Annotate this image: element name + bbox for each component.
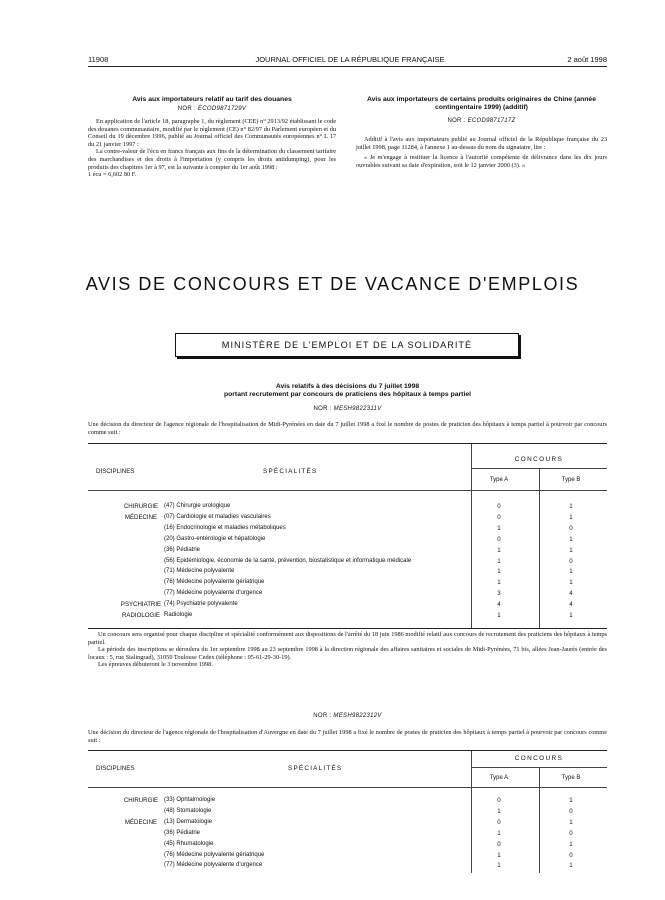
discipline-cell: RADIOLOGIE [122, 612, 160, 619]
specialite-cell: (20) Gastro-entérologie et hépatologie [164, 535, 474, 544]
nor-reference: NOR : MESH9822312V [313, 713, 382, 719]
concours-table-midi-pyrenees [88, 443, 607, 629]
type-b-cell: 1 [569, 579, 573, 587]
header-type-a: Type A [489, 775, 509, 781]
specialite-cell: (36) Pédiatrie [164, 546, 474, 555]
header-type-a: Type A [489, 477, 509, 483]
table-row [88, 611, 607, 620]
nor-code: MESH9822312V [333, 713, 382, 719]
concours-table-auvergne [88, 750, 607, 873]
table-row [88, 589, 607, 598]
type-b-cell: 4 [569, 590, 573, 598]
header-disciplines: DISCIPLINES [96, 765, 135, 772]
type-a-cell: 1 [497, 546, 501, 554]
type-b-cell: 1 [569, 818, 573, 826]
notice-title: Avis aux importateurs relatif au tarif des douanes [132, 96, 292, 103]
type-a-cell: 3 [497, 590, 501, 598]
specialite-cell: (74) Psychiatrie polyvalente [164, 600, 474, 609]
type-b-cell: 1 [569, 612, 573, 619]
type-a-cell: 0 [497, 797, 501, 804]
specialite-cell: (47) Chirurgie urologique [164, 502, 474, 511]
type-b-cell: 1 [569, 797, 573, 804]
nor-code: MESH9822311V [333, 406, 382, 412]
type-b-cell: 1 [569, 862, 573, 870]
issue-date: 2 août 1998 [567, 55, 607, 64]
nor-code: ECOD9871717Z [467, 118, 516, 124]
specialite-cell: (13) Dermatologie [164, 818, 474, 827]
type-a-cell: 1 [497, 851, 501, 859]
header-specialites: SPÉCIALITÉS [263, 468, 318, 475]
discipline-cell: CHIRURGIE [123, 797, 159, 804]
paragraph: Les épreuves débuteront le 3 novembre 1998. [98, 661, 213, 669]
table-row [88, 600, 607, 609]
table-row [88, 796, 607, 805]
type-b-cell: 1 [569, 535, 573, 543]
nor-reference: NOR : MESH9822311V [313, 406, 382, 412]
notice2-intro: Une décision du directeur de l'agence régionale de l'hospitalisation d'Auvergne en date du 7 juillet 1998 a fixé le nombre de postes de praticien des hôpitaux à temps partiel à pourvoir par concours comme suit : [88, 729, 607, 744]
notice-importateurs-chine [356, 96, 607, 169]
decision-title: Avis relatifs à des décisions du 7 juillet 1998 portant recrutement par concours de praticiens des hôpitaux à temps partiel [223, 383, 471, 398]
table-row [88, 502, 607, 511]
header-rule [88, 66, 607, 67]
table-row [88, 818, 607, 827]
specialite-cell: (76) Médecine polyvalente gériatrique [164, 851, 474, 860]
paragraph: Un concours sera organisé pour chaque discipline et spécialité conformément aux dispositions de l'arrêté du 18 juin 1986 modifié relatif aux concours de recrutement des praticiens des hôpitaux à temps partiel. [88, 631, 607, 646]
specialite-cell: (56) Épidémiologie, économie de la santé, prévention, biostatistique et informatique médicale [164, 557, 474, 566]
specialite-cell: (33) Ophtalmologie [164, 796, 474, 805]
header-type-b: Type B [561, 775, 581, 781]
specialite-cell: (45) Rhumatologie [164, 840, 474, 849]
type-a-cell: 1 [497, 524, 501, 532]
nor-code: ECOD9871729V [197, 106, 247, 112]
header-specialites: SPÉCIALITÉS [288, 765, 343, 772]
type-a-cell: 0 [497, 840, 501, 848]
specialite-cell: (16) Endocrinologie et maladies métaboliques [164, 524, 474, 533]
discipline-cell: MÉDECINE [124, 818, 158, 826]
type-b-cell: 1 [569, 513, 573, 521]
type-b-cell: 4 [569, 601, 573, 609]
header-concours: CONCOURS [514, 755, 564, 762]
header-concours: CONCOURS [514, 456, 564, 463]
ministry-banner: MINISTÈRE DE L'EMPLOI ET DE LA SOLIDARITÉ [175, 333, 519, 357]
type-a-cell: 1 [497, 557, 501, 565]
nor-reference: NOR : ECOD9871729V [177, 106, 247, 112]
section-title: AVIS DE CONCOURS ET DE VACANCE D'EMPLOIS [85, 274, 580, 294]
table-row [88, 524, 607, 533]
type-a-cell: 1 [497, 579, 501, 587]
type-a-cell: 1 [497, 568, 501, 576]
specialite-cell: (36) Pédiatrie [164, 829, 474, 838]
paragraph: La contre-valeur de l'écu en francs français aux fins de la détermination du classement tarifaire des marchandises et des droits à l'importation (y compris les droits antidumping), pour les produits des chapitres 1er à 97, est la suivante à compter du 1er août 1998 : [88, 148, 336, 171]
type-b-cell: 0 [569, 807, 573, 815]
type-b-cell: 1 [569, 568, 573, 576]
table-row [88, 513, 607, 522]
type-b-cell: 1 [569, 840, 573, 848]
discipline-cell: PSYCHIATRIE [120, 601, 162, 609]
type-b-cell: 0 [569, 829, 573, 837]
table-row [88, 861, 607, 870]
paragraph: La période des inscriptions se déroulera du 1er septembre 1998 au 23 septembre 1998 à la direction régionale des affaires sanitaires et sociales de Midi-Pyrénées, 71 bis, allées Jean-Jaurès (entrée des locaux : 5, rue Stalingrad), 31050 Toulouse Cedex (téléphone : 05-61-29-30-19). [88, 646, 607, 661]
type-a-cell: 1 [497, 807, 501, 815]
specialite-cell: Radiologie [164, 611, 474, 620]
type-b-cell: 0 [569, 557, 573, 565]
nor-reference: NOR : ECOD9871717Z [447, 118, 516, 124]
type-a-cell: 4 [497, 601, 501, 609]
type-b-cell: 1 [569, 546, 573, 554]
journal-title: JOURNAL OFFICIEL DE LA RÉPUBLIQUE FRANÇAISE [255, 55, 445, 64]
specialite-cell: (07) Cardiologie et maladies vasculaires [164, 513, 474, 522]
type-a-cell: 1 [497, 612, 501, 619]
notice-title: Avis aux importateurs de certains produits originaires de Chine (année contingentaire 1999) (additif) [366, 96, 596, 111]
specialite-cell: (76) Médecine polyvalente gériatrique [164, 578, 474, 587]
type-b-cell: 1 [569, 503, 573, 510]
table-row [88, 851, 607, 860]
specialite-cell: (77) Médecine polyvalente d'urgence [164, 589, 474, 598]
paragraph: « Je m'engage à restituer la licence à l'autorité compétente de délivrance dans les dix jours ouvrables suivant sa date d'expiration, soit le 12 janvier 2000 (3). » [356, 154, 607, 169]
type-b-cell: 0 [569, 524, 573, 532]
type-a-cell: 1 [497, 829, 501, 837]
type-a-cell: 1 [497, 862, 501, 870]
notice1-details [88, 631, 607, 669]
table-row [88, 829, 607, 838]
type-a-cell: 0 [497, 503, 501, 510]
table-row [88, 567, 607, 576]
notice-body [88, 118, 336, 179]
table-row [88, 535, 607, 544]
paragraph: Additif à l'avis aux importateurs publié au Journal officiel de la République française du 23 juillet 1998, page 11284, à l'annexe 1 au-dessus du nom du signataire, lire : [356, 136, 607, 151]
discipline-cell: MÉDECINE [124, 513, 158, 521]
notice-body [356, 136, 607, 169]
table-row [88, 546, 607, 555]
table-row [88, 578, 607, 587]
type-b-cell: 0 [569, 851, 573, 859]
specialite-cell: (77) Médecine polyvalente d'urgence [164, 861, 474, 870]
discipline-cell: CHIRURGIE [123, 503, 159, 510]
paragraph: 1 écu = 6,602 80 F. [88, 171, 137, 179]
specialite-cell: (71) Médecine polyvalente [164, 567, 474, 576]
specialite-cell: (48) Stomatologie [164, 807, 474, 816]
header-disciplines: DISCIPLINES [96, 468, 135, 475]
notice-tarif-douanes [88, 96, 336, 179]
table-row [88, 807, 607, 816]
page-number: 11908 [88, 55, 109, 64]
type-a-cell: 0 [497, 535, 501, 543]
type-a-cell: 0 [497, 818, 501, 826]
notice1-intro: Une décision du directeur de l'agence régionale de l'hospitalisation de Midi-Pyrénées en date du 7 juillet 1998 a fixé le nombre de postes de praticien des hôpitaux à temps partiel à pourvoir par concours comme suit : [88, 421, 607, 436]
table-row [88, 557, 607, 566]
type-a-cell: 0 [497, 513, 501, 521]
paragraph: En application de l'article 18, paragraphe 1, du règlement (CEE) n° 2913/92 établissant le code des douanes communautaire, modifié par le règlement (CE) n° 82/97 du Parlement européen et du Conseil du 19 décembre 1996, publié au Journal officiel des Communautés européennes n° L 17 du 21 janvier 1997 : [88, 118, 336, 148]
table-row [88, 840, 607, 849]
header-type-b: Type B [561, 477, 581, 483]
